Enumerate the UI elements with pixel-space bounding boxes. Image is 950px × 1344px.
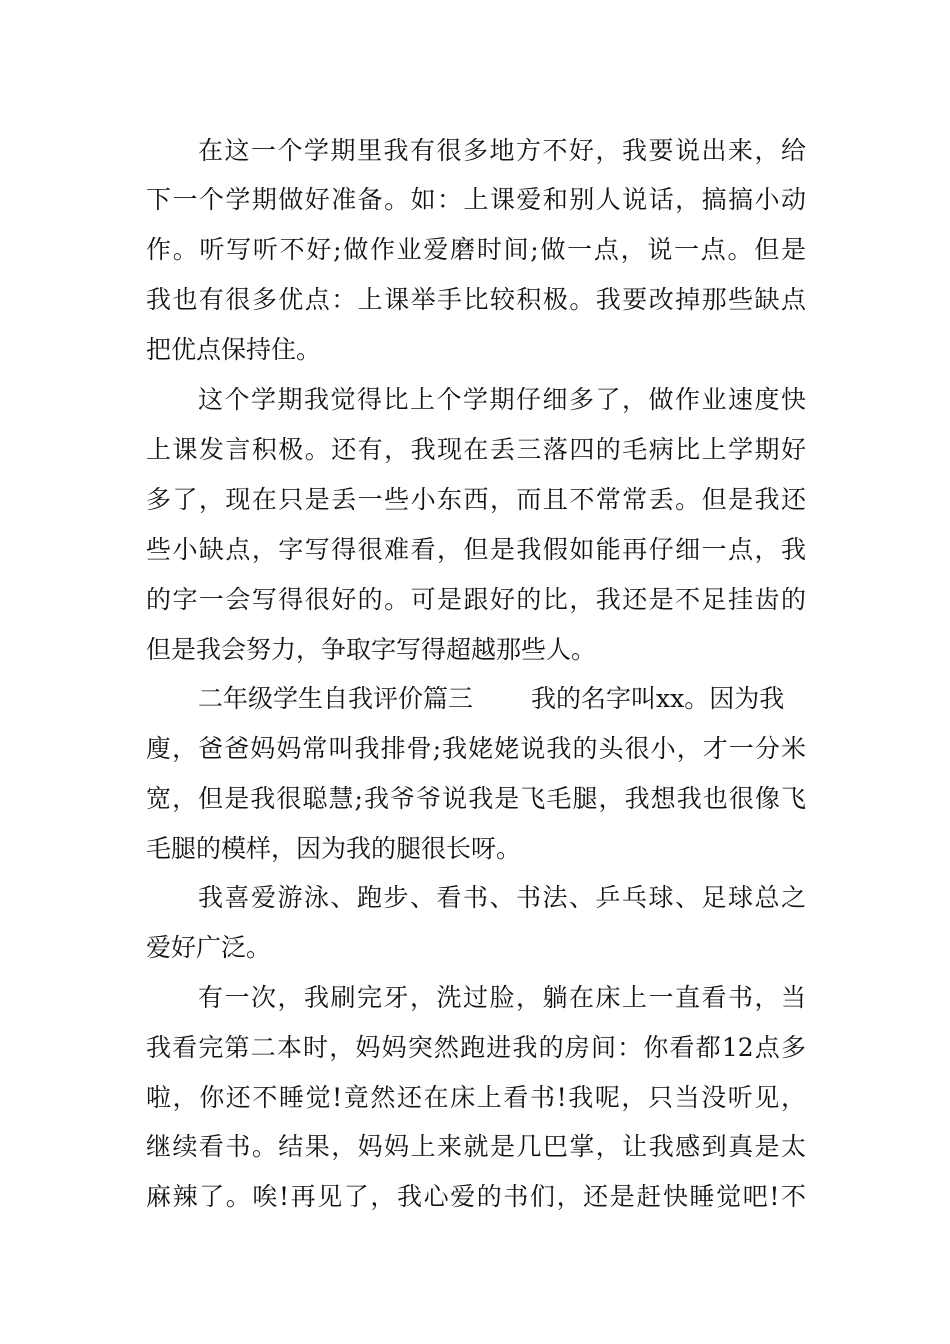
paragraph-4-line-1: 我喜爱游泳、跑步、看书、书法、乒乓球、足球总之 — [198, 883, 806, 912]
paragraph-1-line-5: 把优点保持住。 — [146, 335, 322, 364]
paragraph-5-line-4: 继续看书。结果，妈妈上来就是几巴掌，让我感到真是太 — [146, 1132, 806, 1161]
paragraph-2-line-1: 这个学期我觉得比上个学期仔细多了，做作业速度快 — [198, 385, 806, 414]
paragraph-1-line-1: 在这一个学期里我有很多地方不好，我要说出来，给 — [198, 136, 806, 165]
paragraph-1-line-2: 下一个学期做好准备。如：上课爱和别人说话，搞搞小动 — [146, 185, 806, 214]
paragraph-1-line-3: 作。听写听不好;做作业爱磨时间;做一点，说一点。但是 — [146, 235, 806, 264]
paragraph-3-line-4: 毛腿的模样，因为我的腿很长呀。 — [146, 834, 522, 863]
paragraph-3-line-1 — [198, 681, 806, 717]
paragraph-2-line-5: 的字一会写得很好的。可是跟好的比，我还是不足挂齿的 — [146, 585, 806, 614]
paragraph-3-line-3: 宽，但是我很聪慧;我爷爷说我是飞毛腿，我想我也很像飞 — [146, 784, 806, 813]
paragraph-3-line-2: 廋，爸爸妈妈常叫我排骨;我姥姥说我的头很小，才一分米 — [146, 734, 806, 763]
paragraph-2-line-2: 上课发言积极。还有，我现在丢三落四的毛病比上学期好 — [146, 435, 806, 464]
paragraph-2-line-6: 但是我会努力，争取字写得超越那些人。 — [146, 635, 597, 664]
paragraph-2-line-4: 些小缺点，字写得很难看，但是我假如能再仔细一点，我 — [146, 535, 806, 564]
paragraph-5-line-1: 有一次，我刷完牙，洗过脸，躺在床上一直看书，当 — [198, 983, 806, 1012]
paragraph-5-line-5: 麻辣了。唉!再见了，我心爱的书们，还是赶快睡觉吧!不 — [146, 1182, 806, 1211]
paragraph-3-text-start: 我的名字叫xx。因为我 — [531, 684, 785, 713]
paragraph-5-line-2: 我看完第二本时，妈妈突然跑进我的房间：你看都12点多 — [146, 1033, 806, 1062]
paragraph-1-line-4: 我也有很多优点：上课举手比较积极。我要改掉那些缺点 — [146, 285, 806, 314]
paragraph-5-line-3: 啦，你还不睡觉!竟然还在床上看书!我呢，只当没听见， — [146, 1083, 806, 1112]
section-heading: 二年级学生自我评价篇三 — [198, 684, 474, 713]
paragraph-2-line-3: 多了，现在只是丢一些小东西，而且不常常丢。但是我还 — [146, 485, 806, 514]
paragraph-4-line-2: 爱好广泛。 — [146, 933, 272, 962]
